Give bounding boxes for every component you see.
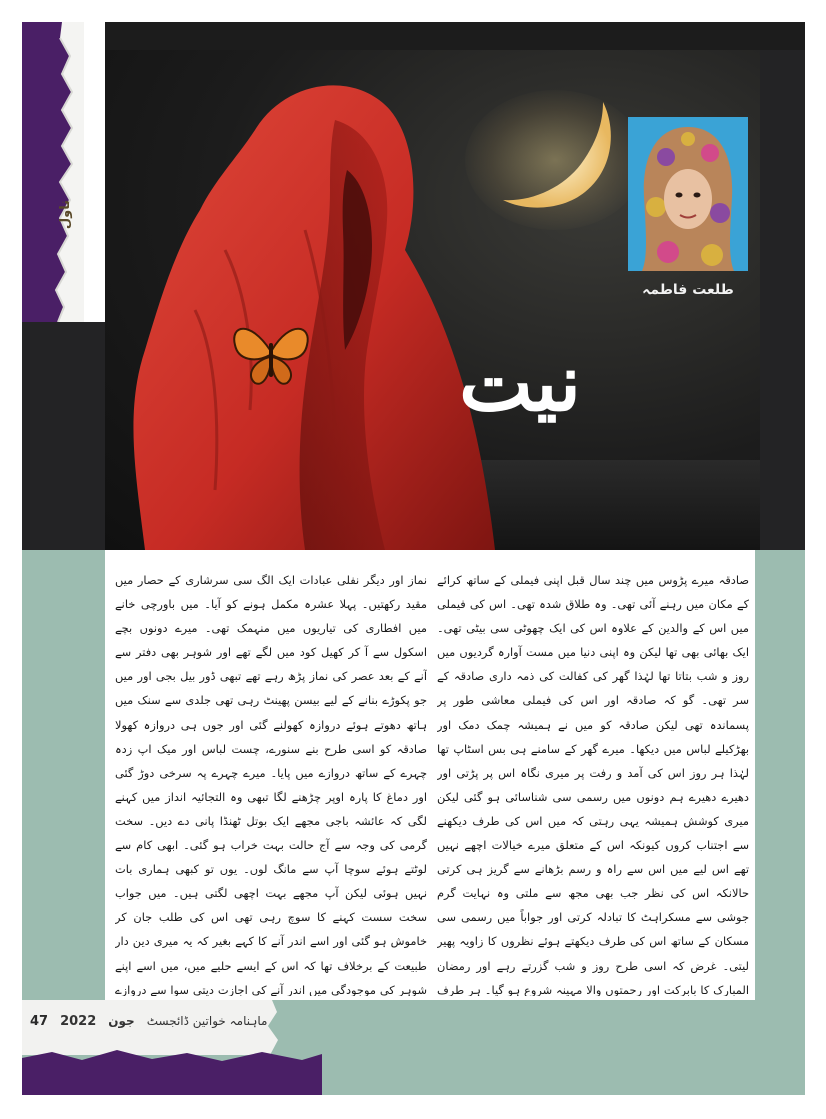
magazine-name: ماہنامہ خواتین ڈائجسٹ bbox=[146, 1014, 268, 1028]
page-number: 47 bbox=[30, 1013, 49, 1029]
torn-paper-edge bbox=[22, 22, 84, 322]
dark-panel-right bbox=[760, 50, 805, 550]
story-title: نیت bbox=[459, 338, 581, 429]
article-column-left bbox=[115, 568, 427, 996]
issue-year: 2022 bbox=[60, 1013, 97, 1029]
author-photo bbox=[628, 117, 748, 271]
woman-in-red-dupatta bbox=[105, 50, 525, 550]
footer-purple-band bbox=[22, 1050, 805, 1095]
header-band bbox=[105, 22, 805, 50]
author-portrait bbox=[628, 117, 748, 271]
issue-month: جون bbox=[108, 1014, 135, 1028]
purple-torn-strip bbox=[22, 22, 84, 322]
dark-panel-left bbox=[22, 322, 105, 550]
category-label: ناول bbox=[58, 200, 73, 230]
paragraph: صادقہ میرے پڑوس میں چند سال قبل اپنی فیملی کے ساتھ کرائے کے مکان میں رہنے آئی تھی۔ وہ طلاق شدہ تھی۔ اس کی فیملی میں اس کے والدین کے علاوہ اس کی ایک چھوٹی سی بیٹی تھی۔ ایک بھائی بھی تھا لیکن وہ اپنی دنیا میں مست آوارہ گردیوں میں روز و شب بتاتا تھا لہٰذا گھر کی کفالت کی ذمہ داری صادقہ کے سر تھی۔ گو کہ صادقہ اور اس کی فیملی معاشی طور پر پسماندہ تھی لیکن صادقہ کو میں نے ہمیشہ چمک دمک اور بھڑکیلے لباس میں دیکھا۔ میرے گھر کے سامنے ہی بس اسٹاپ تھا لہٰذا ہر روز اس کی آمد و رفت پر میری نگاہ اس پر پڑتی اور دھیرے دھیرے ہم دونوں میں رسمی سی شناسائی ہو گئی لیکن میری کوشش ہمیشہ یہی رہتی کہ میں اس کی طرف دیکھنے سے اجتناب کروں کیونکہ اس کے متعلق میرے خیالات اچھے نہیں تھے اس لیے میں اس سے راہ و رسم بڑھانے سے گریز ہی کرتی حالانکہ اس کی نظر جب بھی مجھ سے ملتی وہ نہایت گرم جوشی سے مسکراہٹ کا تبادلہ کرتی اور جواباً میں رسمی سی مسکان کے ساتھ اس کی طرف دیکھتے ہوئے نظروں کا زاویہ پھیر لیتی۔ غرض کہ اسی طرح روز و شب گزرتے رہے اور رمضان المبارک کا بابرکت اور رحمتوں والا مہینہ شروع ہو گیا۔ ہر طرف bbox=[437, 573, 749, 996]
footer-info bbox=[30, 1012, 290, 1030]
author-name: طلعت فاطمہ bbox=[642, 282, 734, 298]
paragraph: نماز اور دیگر نفلی عبادات ایک الگ سی سرشاری کے حصار میں مقید رکھتیں۔ پہلا عشرہ مکمل ہونے کو آیا۔ میں باورچی خانے میں افطاری کی تیاریوں میں منہمک تھی۔ میرے دونوں بچے اسکول سے آ کر کھیل کود میں لگے تھے اور شوہر بھی دفتر سے آنے کے بعد عصر کی نماز پڑھ رہے تھے تبھی ڈور بیل بجی اور میں جو پکوڑے بنانے کے لیے بیسن پھینٹ رہی تھی جلدی سے سنک میں ہاتھ دھوتے ہوئے دروازہ کھولنے گئی اور جوں ہی دروازہ کھولا صادقہ کو اسی طرح بنے سنورے، چست لباس اور میک اپ زدہ چہرے کے ساتھ دروازے میں پایا۔ میرے چہرے پہ سرخی دوڑ گئی اور دماغ کا پارہ اوپر چڑھنے لگا تبھی وہ التجائیہ انداز میں کہنے لگی کہ عائشہ باجی مجھے ایک بوتل ٹھنڈا پانی دے دیں۔ سخت گرمی کی وجہ سے آج حالت بہت خراب ہو گئی۔ ابھی کام سے لوٹتے ہوئے سوچا آپ سے مانگ لوں۔ یوں تو کبھی ہماری بات نہیں ہوئی لیکن آپ مجھے بہت اچھی لگتی ہیں۔ میں جواب سخت سست کہنے کا سوچ رہی تھی اس کی طلب جان کر خاموش ہو گئی اور اسے اندر آنے کا کہے بغیر کہ یہ میری دین دار طبیعت کے برخلاف تھا کہ اس کے ایسے حلیے میں، میں اسے اپنے شوہر کی موجودگی میں اندر آنے کی اجازت دیتی سوا سے دروازے bbox=[115, 573, 427, 996]
article-column-right bbox=[437, 568, 749, 996]
